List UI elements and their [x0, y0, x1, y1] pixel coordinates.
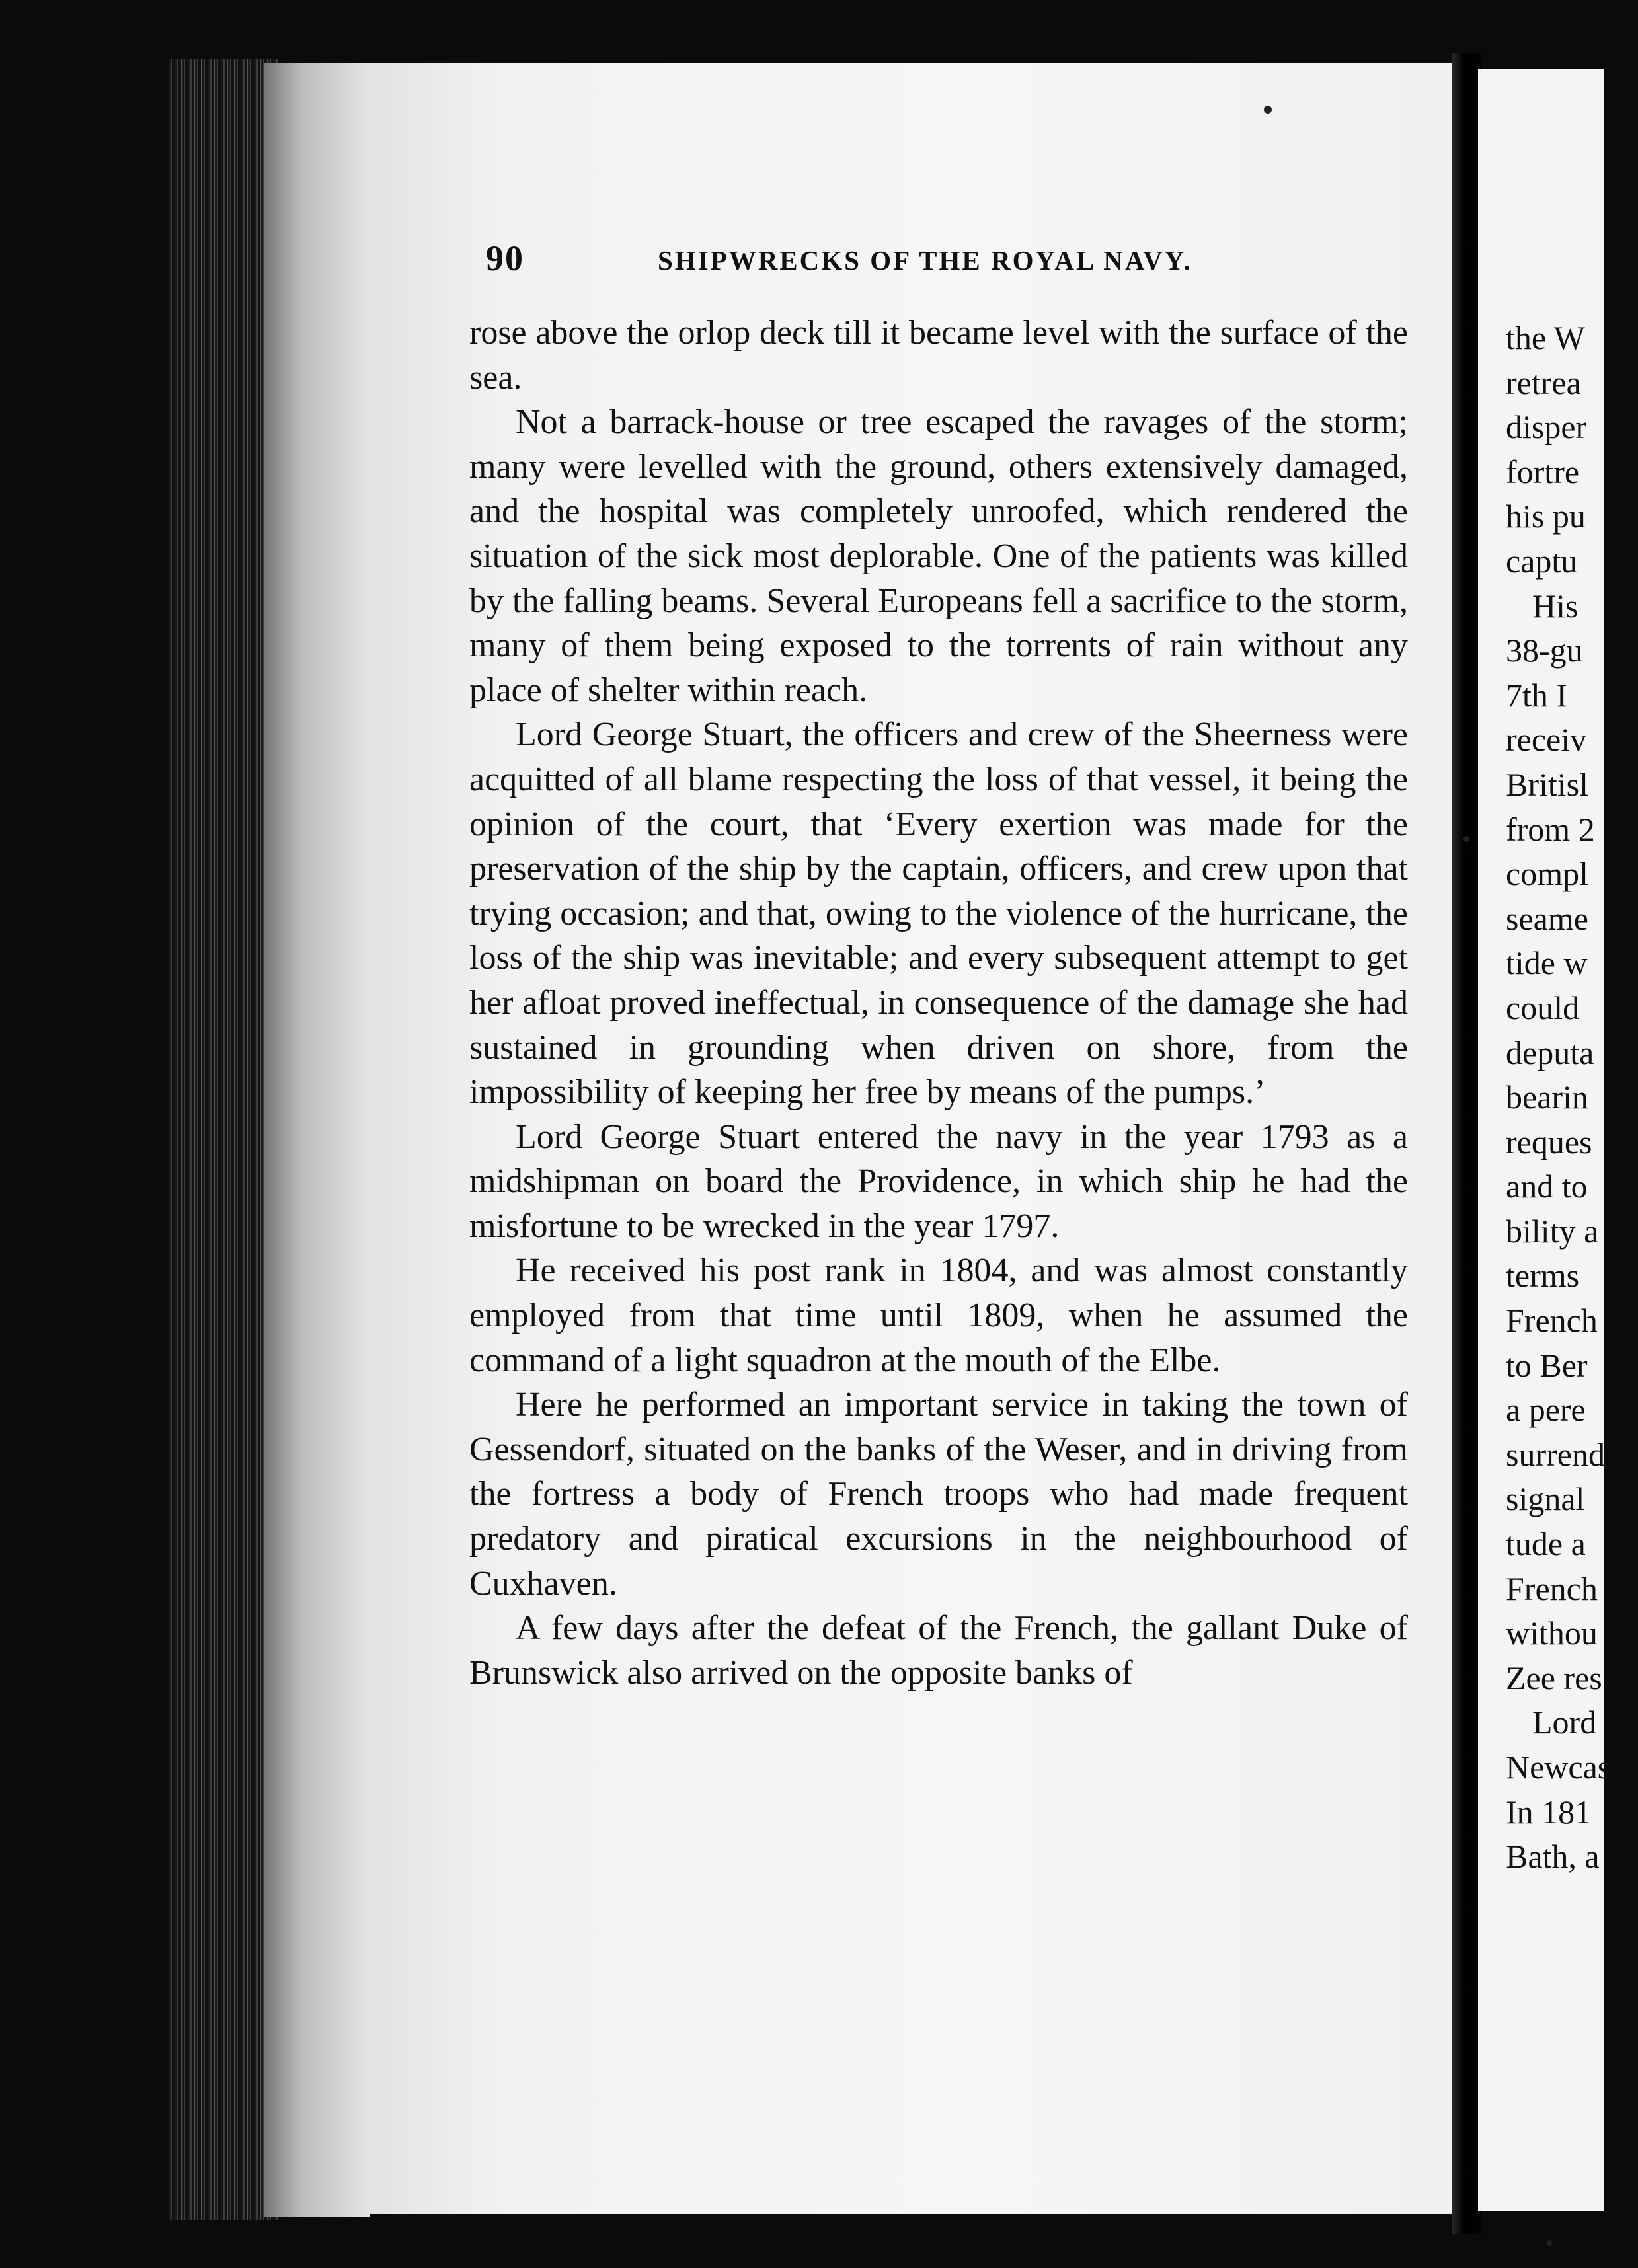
- facing-line: Britisl: [1506, 765, 1589, 803]
- facing-line: French: [1506, 1302, 1598, 1340]
- facing-line: the W: [1506, 319, 1585, 356]
- facing-line: Zee res: [1506, 1659, 1602, 1696]
- running-title: SHIPWRECKS OF THE ROYAL NAVY.: [658, 245, 1192, 276]
- page-edge-shading: [264, 63, 370, 2217]
- facing-line: retrea: [1506, 363, 1581, 401]
- facing-line: compl: [1506, 855, 1588, 893]
- paragraph: Here he performed an important service in taking the town of Gessendorf, situated on the banks of the Weser, and in driving from the fortress a body of French troops who had made frequent predatory and piratical excursions in the neighbourhood of Cuxhaven.: [469, 1386, 1408, 1603]
- facing-line: receiv: [1506, 721, 1587, 759]
- facing-line: could: [1506, 989, 1580, 1026]
- facing-line: tude a: [1506, 1525, 1586, 1563]
- facing-line: fortre: [1506, 453, 1580, 490]
- facing-line: seame: [1506, 899, 1588, 937]
- paragraph: He received his post rank in 1804, and was almost constantly employed from that time until 1809, when he assumed the command of a light squadron at the mouth of the Elbe.: [469, 1252, 1408, 1379]
- scan-speck: [1264, 106, 1272, 114]
- facing-line: 38-gu: [1506, 632, 1583, 669]
- facing-line: a pere: [1506, 1391, 1586, 1429]
- facing-line: withou: [1506, 1614, 1598, 1652]
- facing-page-text: [1506, 316, 1638, 1879]
- facing-line: terms: [1506, 1257, 1580, 1295]
- scan-speck: [1463, 836, 1469, 842]
- paragraph: Lord George Stuart, the officers and crew of the Sheerness were acquitted of all blame respecting the loss of that vessel, it being the opinion of the court, that ‘Every exertion was made for the preservation of the ship by the captain, officers, and crew upon that trying occasion; and that, owing to the violence of the hurricane, the loss of the ship was inevitable; and every subsequent attempt to get her afloat proved ineffectual, in consequence of the damage she had sustained in grounding when driven on shore, from the impossibility of keeping her free by means of the pumps.’: [469, 716, 1408, 1112]
- book-page-edge: [169, 59, 278, 2220]
- facing-line: tide w: [1506, 944, 1588, 982]
- paragraph: Lord George Stuart entered the navy in the year 1793 as a midshipman on board the Providence, in which ship he had the misfortune to be wrecked in the year 1797.: [469, 1117, 1408, 1245]
- page-body: [469, 311, 1408, 1695]
- scan-speck: [1547, 2240, 1552, 2246]
- facing-line: captu: [1506, 542, 1578, 580]
- facing-line: to Ber: [1506, 1346, 1588, 1384]
- facing-line: In 181: [1506, 1793, 1592, 1831]
- facing-line: disper: [1506, 408, 1587, 446]
- facing-line: bility a: [1506, 1212, 1599, 1250]
- facing-line: bearin: [1506, 1078, 1588, 1116]
- facing-line: 7th I: [1506, 676, 1568, 714]
- facing-line: deputa: [1506, 1034, 1594, 1071]
- paragraph: A few days after the defeat of the French, the gallant Duke of Brunswick also arrived on the opposite banks of: [469, 1609, 1408, 1692]
- facing-line: His: [1532, 587, 1579, 624]
- facing-line: from 2: [1506, 810, 1595, 848]
- facing-line: surrend: [1506, 1435, 1605, 1473]
- paragraph: Not a barrack-house or tree escaped the ravages of the storm; many were levelled with the ground, others extensively damaged, and the hospital was completely unroofed, which rendered the situation of the sick most deplorable. One of the patients was killed by the falling beams. Several Europeans fell a sacrifice to the storm, many of them being exposed to the torrents of rain without any place of shelter within reach.: [469, 403, 1408, 709]
- facing-line: reques: [1506, 1123, 1592, 1160]
- running-head: [486, 238, 1411, 284]
- facing-line: signal: [1506, 1480, 1585, 1518]
- facing-line: Lord: [1532, 1704, 1597, 1741]
- facing-line: and to: [1506, 1168, 1588, 1205]
- facing-line: French: [1506, 1569, 1598, 1607]
- paragraph: rose above the orlop deck till it became level with the surface of the sea.: [469, 314, 1408, 397]
- facing-line: Newcas: [1506, 1749, 1611, 1786]
- page-number: 90: [486, 239, 524, 278]
- facing-line: Bath, a: [1506, 1838, 1600, 1875]
- facing-line: his pu: [1506, 498, 1586, 535]
